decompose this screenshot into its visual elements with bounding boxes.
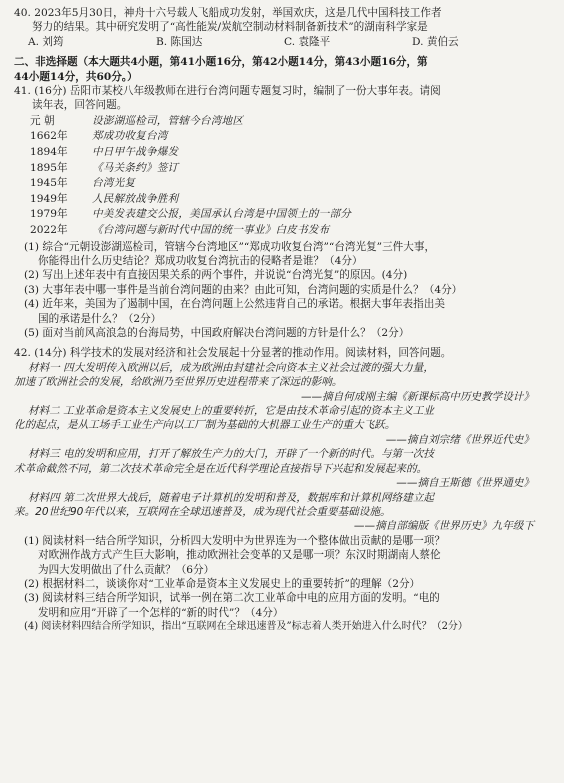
timeline-event: 《马关条约》签订 — [92, 161, 179, 174]
timeline-event: 中日甲午战争爆发 — [92, 146, 179, 159]
timeline-year: 1894年 — [30, 146, 68, 159]
material-4-line-2: 来。20世纪90年代以来，互联网在全球迅速普及，成为现代社会重要基础设施。 — [14, 505, 391, 518]
q42-sub-2: (2) 根据材料二，谈谈你对“工业革命是资本主义发展史上的重要转折”的理解（2分） — [24, 577, 421, 590]
q42-sub-1: (1) 阅读材料一结合所学知识，分析四大发明中为世界连为一个整体做出贡献的是哪一项？ — [24, 534, 445, 547]
material-3-source: ——摘自王斯德《世界通史》 — [396, 477, 534, 490]
q40-line-2: 努力的结果。其中研究发明了“高性能炭/炭航空制动材料制备新技术”的湖南科学家是 — [32, 21, 428, 34]
material-4-source: ——摘自部编版《世界历史》九年级下 — [353, 520, 534, 533]
q40-choices — [14, 35, 550, 49]
question-42 — [14, 346, 550, 634]
q41-sub-1-cont: 你能得出什么历史结论？郑成功收复台湾抗击的侵略者是谁？（4分） — [38, 255, 363, 267]
timeline-row — [14, 176, 550, 192]
timeline-event: 《台湾问题与新时代中国的统一事业》白皮书发布 — [92, 224, 330, 236]
material-1-source: ——摘自何成刚主编《新课标高中历史教学设计》 — [300, 390, 534, 403]
timeline-table — [14, 114, 550, 239]
q42-sub-3: (3) 阅读材料三结合所学知识，试举一例在第二次工业革命中电的应用方面的发明。“电的 — [24, 592, 440, 605]
material-4-line-1: 材料四 第二次世界大战后，随着电子计算机的发明和普及，数据库和计算机网络建立起 — [28, 491, 434, 504]
timeline-year: 1979年 — [30, 208, 68, 221]
timeline-year: 1945年 — [30, 177, 68, 190]
timeline-event: 设澎湖巡检司，管辖今台湾地区 — [92, 114, 244, 127]
question-40 — [14, 6, 550, 49]
q42-intro: 42. (14分) 科学技术的发展对经济和社会发展起十分显著的推动作用。阅读材料，回答问题。 — [14, 347, 452, 360]
q42-sub-1-cont: 对欧洲作战方式产生巨大影响，推动欧洲社会变革的又是哪一项？东汉时期湖南人蔡伦 — [38, 549, 441, 562]
q42-sub-4: (4) 阅读材料四结合所学知识，指出“互联网在全球迅速普及”标志着人类开始进入什么时代？（2分） — [24, 621, 468, 633]
timeline-event: 人民解放战争胜利 — [92, 192, 179, 205]
timeline-year: 1895年 — [30, 161, 68, 174]
material-2-line-1: 材料二 工业革命是资本主义发展史上的重要转折，它是由技术革命引起的资本主义工业 — [28, 405, 434, 418]
section-2-line-1: 二、非选择题（本大题共4小题，第41小题16分，第42小题14分，第43小题16分，第 — [14, 56, 428, 69]
timeline-row — [14, 207, 550, 223]
timeline-event: 郑成功收复台湾 — [92, 130, 168, 143]
choice-b: B. 陈国达 — [156, 35, 203, 48]
material-1-line-1: 材料一 四大发明传入欧洲以后，成为欧洲由封建社会向资本主义社会过渡的强大力量， — [28, 361, 434, 374]
timeline-row — [14, 223, 550, 239]
q41-sub-3: (3) 大事年表中哪一事件是当前台湾问题的由来？由此可知，台湾问题的实质是什么？（4分） — [24, 283, 463, 296]
timeline-year: 2022年 — [30, 224, 68, 236]
section-2-line-2: 44小题14分，共60分。） — [14, 70, 138, 83]
q42-sub-1-cont-2: 为四大发明做出了什么贡献？（6分） — [38, 563, 215, 576]
q41-sub-5: (5) 面对当前风高浪急的台海局势，中国政府解决台湾问题的方针是什么？（2分） — [24, 327, 410, 340]
material-3-line-1: 材料三 电的发明和应用，打开了解放生产力的大门，开辟了一个新的时代。与第一次技 — [28, 448, 434, 461]
timeline-row — [14, 114, 550, 130]
timeline-row — [14, 129, 550, 145]
question-41 — [14, 84, 550, 340]
q41-sub-4-cont: 国的承诺是什么？（2分） — [38, 312, 162, 325]
q41-sub-2: (2) 写出上述年表中有直接因果关系的两个事件，并说说“台湾光复”的原因。(4分) — [24, 269, 408, 282]
material-3-line-2: 术革命截然不同，第二次技术革命完全是在近代科学理论直接指导下兴起和发展起来的。 — [14, 462, 428, 475]
q41-intro-2: 读年表，回答问题。 — [32, 99, 128, 112]
timeline-year: 1949年 — [30, 192, 68, 205]
timeline-row — [14, 145, 550, 161]
timeline-year: 1662年 — [30, 130, 68, 143]
timeline-event: 台湾光复 — [92, 177, 136, 190]
q41-intro-1: 41. (16分) 岳阳市某校八年级教师在进行台湾问题专题复习时，编制了一份大事年表。请阅 — [14, 85, 441, 98]
timeline-event: 中美发表建交公报，美国承认台湾是中国领土的一部分 — [92, 208, 352, 221]
q40-line-1: 40. 2023年5月30日，神舟十六号载人飞船成功发射，举国欢庆，这是几代中国科技工作者 — [14, 7, 442, 19]
q41-sub-1: (1) 综合“元朝设澎湖巡检司，管辖今台湾地区”“郑成功收复台湾”“台湾光复”三件大事， — [24, 240, 436, 253]
choice-d: D. 黄伯云 — [412, 35, 459, 48]
timeline-row — [14, 192, 550, 208]
material-2-source: ——摘自刘宗绪《世界近代史》 — [385, 433, 534, 446]
material-1-line-2: 加速了欧洲社会的发展，给欧洲乃至世界历史进程带来了深远的影响。 — [14, 376, 343, 389]
timeline-row — [14, 161, 550, 177]
material-2-line-2: 化的起点，是从工场手工业生产向以工厂制为基础的大机器工业生产的重大飞跃。 — [14, 419, 396, 432]
q42-sub-3-cont: 发明和应用”开辟了一个怎样的“新的时代”？（4分） — [38, 606, 284, 619]
q41-sub-4: (4) 近年来，美国为了遏制中国，在台湾问题上公然违背自己的承诺。根据大事年表指出美 — [24, 298, 445, 311]
section-2-header — [14, 55, 550, 84]
choice-c: C. 袁隆平 — [284, 35, 331, 48]
timeline-year: 元 朝 — [30, 114, 55, 127]
choice-a: A. 刘筠 — [28, 35, 64, 48]
